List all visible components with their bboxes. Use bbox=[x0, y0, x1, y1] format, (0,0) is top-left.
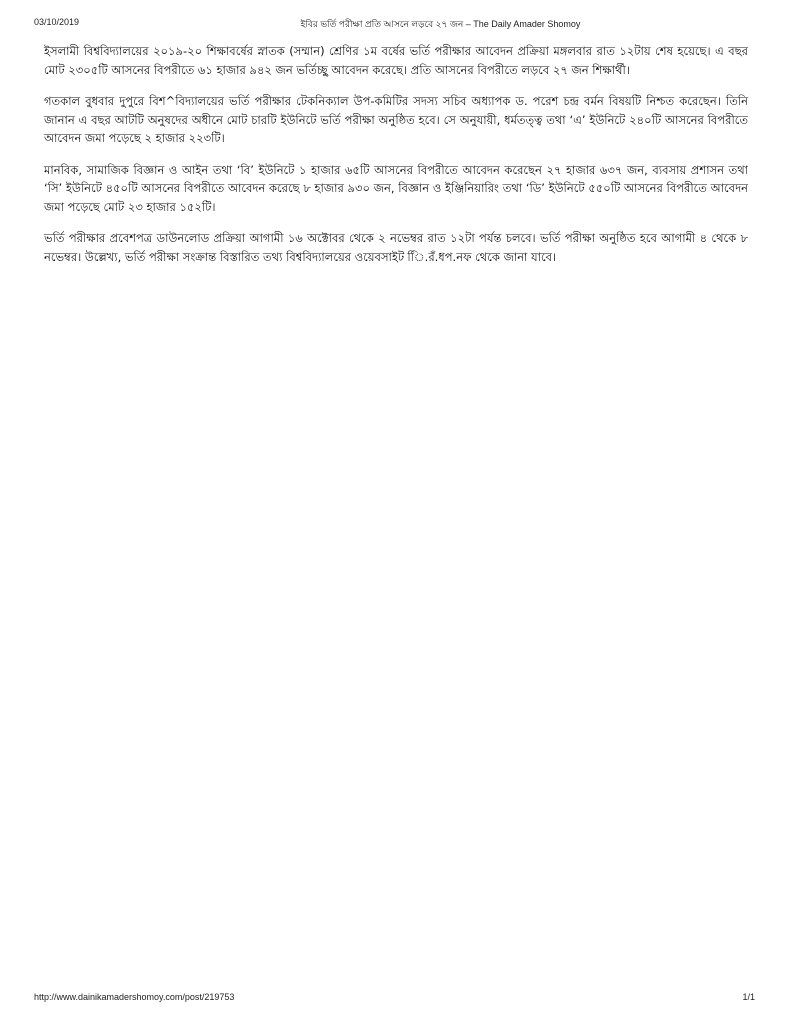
print-date: 03/10/2019 bbox=[34, 17, 80, 27]
print-footer bbox=[0, 992, 791, 1008]
article-paragraph: গতকাল বুধবার দুপুরে বিশ^বিদ্যালয়ের ভর্তি পরীক্ষার টেকনিক্যাল উপ-কমিটির সদস্য সচিব অধ্যাপক ড. পরেশ চন্দ্র বর্মন বিষয়টি নিশ্চত করেছেন। তিনি জানান এ বছর আটটি অনুষদের অধীনে মোট চারটি ইউনিটে ভর্তি পরীক্ষা অনুষ্ঠিত হবে। সে অনুযায়ী, ধর্মতত্ত্ব তথা ‘এ’ ইউনিটে ২৪০টি আসনের বিপরীতে আবেদন জমা পড়েছে ২ হাজার ২২৩টি। bbox=[44, 94, 748, 145]
print-header bbox=[0, 17, 791, 37]
page-title: ইবির ভর্তি পরীক্ষা প্রতি আসনে লড়বে ২৭ জন – The Daily Amader Shomoy bbox=[300, 19, 581, 29]
page-number: 1/1 bbox=[742, 992, 755, 1002]
article-body bbox=[44, 42, 748, 279]
article-paragraph: মানবিক, সামাজিক বিজ্ঞান ও আইন তথা ‘বি’ ইউনিটে ১ হাজার ৬৫টি আসনের বিপরীতে আবেদন করেছেন ২৭ হাজার ৬৩৭ জন, ব্যবসায় প্রশাসন তথা ‘সি’ ইউনিটে ৪৫০টি আসনের বিপরীতে আবেদন করেছে ৮ হাজার ৯৩০ জন, বিজ্ঞান ও ইঞ্জিনিয়ারিং তথা ‘ডি’ ইউনিটে ৫৫০টি আসনের বিপরীতে আবেদন জমা পড়েছে মোট ২৩ হাজার ১৫২টি। bbox=[44, 162, 748, 214]
source-url[interactable]: http://www.dainikamadershomoy.com/post/219753 bbox=[34, 992, 235, 1002]
article-paragraph: ইসলামী বিশ্ববিদ্যালয়ের ২০১৯-২০ শিক্ষাবর্ষের স্নাতক (সম্মান) শ্রেণির ১ম বর্ষের ভর্তি পরীক্ষার আবেদন প্রক্রিয়া মঙ্গলবার রাত ১২টায় শেষ হয়েছে। এ বছর মোট ২৩০৫টি আসনের বিপরীতে ৬১ হাজার ৯৪২ জন ভর্তিচ্ছু আবেদন করেছে। প্রতি আসনের বিপরীতে লড়বে ২৭ জন শিক্ষার্থী। bbox=[44, 44, 748, 77]
article-paragraph: ভর্তি পরীক্ষার প্রবেশপত্র ডাউনলোড প্রক্রিয়া আগামী ১৬ অক্টোবর থেকে ২ নভেম্বর রাত ১২টা পর্যন্ত চলবে। ভর্তি পরীক্ষা অনুষ্ঠিত হবে আগামী ৪ থেকে ৮ নভেম্বর। উল্লেখ্য, ভর্তি পরীক্ষা সংক্রান্ত বিস্তারিত তথ্য বিশ্ববিদ্যালয়ের ওয়েবসাইট িি.রঁ.ধপ.নফ থেকে জানা যাবে। bbox=[44, 231, 748, 264]
